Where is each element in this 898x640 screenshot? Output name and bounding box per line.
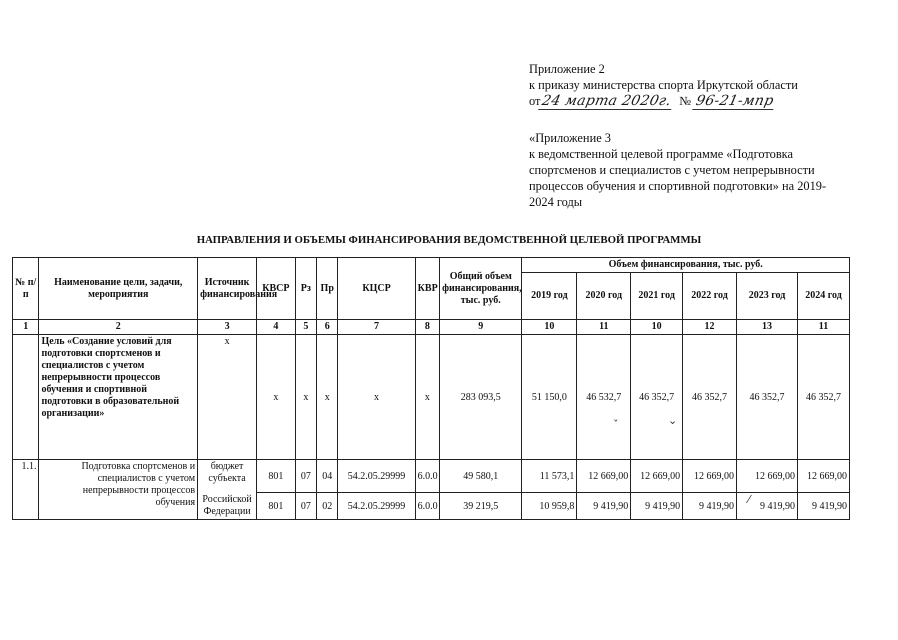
col-header-year-2020: 2020 год	[577, 273, 631, 320]
column-number: 3	[198, 320, 257, 335]
col-header-no: № п/п	[13, 258, 39, 320]
financing-table	[12, 257, 850, 520]
goal-year-2021: 46 352,7	[631, 335, 683, 460]
task-year-2020: 9 419,90	[577, 493, 631, 520]
order-date-line	[529, 93, 859, 110]
goal-year-2020: 46 532,7	[577, 335, 631, 460]
task-name: Подготовка спортсменов и специалистов с учетом непрерывности процессов обучения	[39, 460, 198, 520]
appendix-3-line-5: 2024 годы	[529, 195, 583, 209]
column-number: 6	[317, 320, 338, 335]
column-number: 2	[39, 320, 198, 335]
task-pr: 04	[317, 460, 338, 493]
task-kvr: 6.0.0	[415, 493, 439, 520]
col-header-year-2023: 2023 год	[736, 273, 797, 320]
task-year-2022: 9 419,90	[683, 493, 737, 520]
task-year-2020: 12 669,00	[577, 460, 631, 493]
col-header-pr: Пр	[317, 258, 338, 320]
order-no-label: №	[679, 94, 692, 108]
task-year-2019: 11 573,1	[522, 460, 577, 493]
task-year-2024: 9 419,90	[798, 493, 850, 520]
col-header-year-2019: 2019 год	[522, 273, 577, 320]
column-number: 13	[736, 320, 797, 335]
appendix-3-label: «Приложение 3	[529, 131, 611, 145]
task-year-2023: 9 419,90	[736, 493, 797, 520]
goal-name: Цель «Создание условий для подготовки спортсменов и специалистов с учетом непрерывности процессов обучения и спортивной подготовки в образовательной организации»	[39, 335, 198, 460]
goal-total: 283 093,5	[440, 335, 522, 460]
task-kvr: 6.0.0	[415, 460, 439, 493]
column-number: 1	[13, 320, 39, 335]
check-mark-icon: ˇ	[613, 418, 619, 431]
goal-year-2023: 46 352,7	[736, 335, 797, 460]
col-header-rz: Рз	[295, 258, 316, 320]
column-number: 10	[522, 320, 577, 335]
goal-kvsr: х	[257, 335, 296, 460]
goal-year-2022: 46 352,7	[683, 335, 737, 460]
col-header-total: Общий объем финансирования, тыс. руб.	[440, 258, 522, 320]
task-kvsr: 801	[257, 460, 296, 493]
goal-year-2024: 46 352,7	[798, 335, 850, 460]
task-kcsr: 54.2.05.29999	[338, 460, 415, 493]
task-year-2023: 12 669,00	[736, 460, 797, 493]
task-kcsr: 54.2.05.29999	[338, 493, 415, 520]
goal-kvr: х	[415, 335, 439, 460]
column-number: 5	[295, 320, 316, 335]
task-rz: 07	[295, 493, 316, 520]
task-total: 39 219,5	[440, 493, 522, 520]
task-no: 1.1.	[13, 460, 39, 520]
order-reference: к приказу министерства спорта Иркутской области	[529, 78, 798, 92]
column-number: 11	[798, 320, 850, 335]
appendix-3-line-2: к ведомственной целевой программе «Подготовка	[529, 147, 794, 161]
task-year-2021: 12 669,00	[631, 460, 683, 493]
task-year-2019: 10 959,8	[522, 493, 577, 520]
col-header-volume: Объем финансирования, тыс. руб.	[522, 258, 850, 273]
document-title: НАПРАВЛЕНИЯ И ОБЪЕМЫ ФИНАНСИРОВАНИЯ ВЕДОМСТВЕННОЙ ЦЕЛЕВОЙ ПРОГРАММЫ	[196, 234, 702, 246]
column-number: 4	[257, 320, 296, 335]
order-prefix: от	[529, 94, 541, 108]
column-number: 7	[338, 320, 415, 335]
appendix-2-label: Приложение 2	[529, 62, 605, 76]
task-pr: 02	[317, 493, 338, 520]
col-header-year-2022: 2022 год	[683, 273, 737, 320]
order-no-handwritten: 96-21-мпр	[692, 93, 777, 110]
goal-rz: х	[295, 335, 316, 460]
appendix-3-line-3: спортсменов и специалистов с учетом непрерывности	[529, 163, 815, 177]
column-number: 8	[415, 320, 439, 335]
task-kvsr: 801	[257, 493, 296, 520]
goal-source: х	[198, 335, 257, 460]
column-numbers-row	[13, 320, 850, 335]
goal-no	[13, 335, 39, 460]
col-header-kvsr: КВСР	[257, 258, 296, 320]
goal-year-2019: 51 150,0	[522, 335, 577, 460]
appendix-3-line-4: процессов обучения и спортивной подготовки» на 2019-	[529, 179, 827, 193]
task-rz: 07	[295, 460, 316, 493]
task-total: 49 580,1	[440, 460, 522, 493]
order-date-handwritten: 24 марта 2020г.	[539, 93, 676, 110]
header-row-1	[13, 258, 850, 273]
col-header-kcsr: КЦСР	[338, 258, 415, 320]
goal-pr: х	[317, 335, 338, 460]
task-year-2024: 12 669,00	[798, 460, 850, 493]
task-row-regional-budget	[13, 460, 850, 493]
column-number: 9	[440, 320, 522, 335]
column-number: 11	[577, 320, 631, 335]
col-header-source: Источник финансирования	[198, 258, 257, 320]
col-header-year-2021: 2021 год	[631, 273, 683, 320]
header-block	[529, 61, 859, 210]
col-header-name: Наименование цели, задачи, мероприятия	[39, 258, 198, 320]
column-number: 10	[631, 320, 683, 335]
goal-kcsr: х	[338, 335, 415, 460]
goal-row	[13, 335, 850, 460]
task-year-2021: 9 419,90	[631, 493, 683, 520]
column-number: 12	[683, 320, 737, 335]
task-source-1: бюджет субъекта	[198, 460, 257, 493]
task-source-2: Российской Федерации	[198, 493, 257, 520]
task-year-2022: 12 669,00	[683, 460, 737, 493]
col-header-year-2024: 2024 год	[798, 273, 850, 320]
check-mark-icon: ⌄	[668, 414, 678, 427]
col-header-kvr: КВР	[415, 258, 439, 320]
pen-mark-icon: ⁄	[748, 493, 750, 506]
